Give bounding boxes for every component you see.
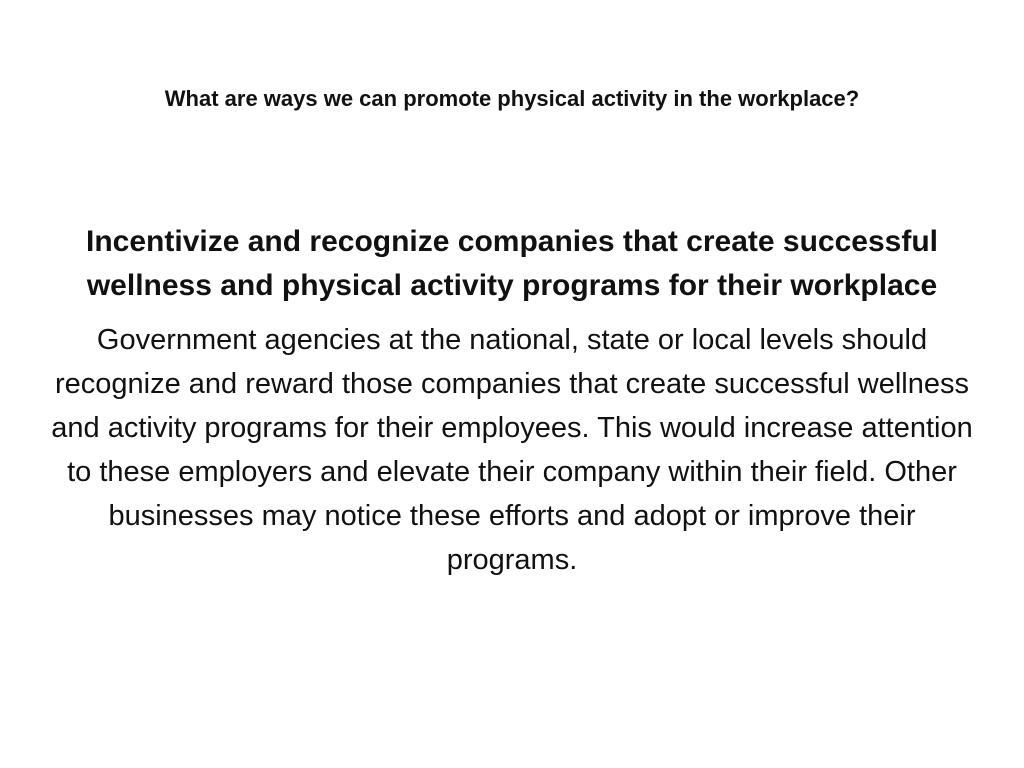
slide-body	[40, 220, 984, 582]
slide-title: What are ways we can promote physical activity in the workplace?	[164, 86, 860, 111]
body-heading: Incentivize and recognize companies that create successful wellness and physical activity programs for their workplace	[86, 225, 938, 302]
body-paragraph: Government agencies at the national, state or local levels should recognize and reward those companies that create successful wellness and activity programs for their employees. This would increase attention to these employers and elevate their company within their field. Other businesses may notice these efforts and adopt or improve their programs.	[51, 324, 973, 576]
